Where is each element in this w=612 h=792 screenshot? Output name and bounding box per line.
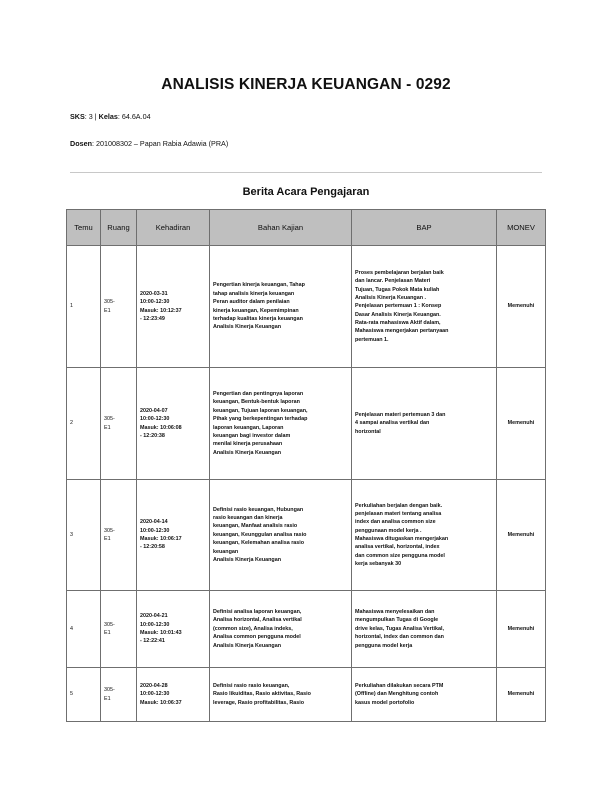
cell-ruang-line: 305- [104,687,115,694]
cell-temu: 3 [67,480,101,591]
cell-bap-line: Penjelasan materi pertemuan 3 dan [355,411,446,418]
cell-kehadiran [137,668,210,722]
sks-label: SKS [70,112,85,121]
cell-bap-line: Dasar Analisis Kinerja Keuangan. [355,311,441,318]
cell-bahan-kajian-line: keuangan bagi investor dalam [213,432,291,439]
header-bahan-kajian: Bahan Kajian [210,210,352,246]
cell-bap [352,480,497,591]
lecturer-meta-line [70,139,228,148]
document-title: ANALISIS KINERJA KEUANGAN - 0292 [161,76,451,93]
cell-bahan-kajian-line: Definisi rasio rasio keuangan, [213,682,290,689]
cell-temu: 1 [67,246,101,368]
cell-bap [352,668,497,722]
dosen-label: Dosen [70,139,92,148]
cell-bahan-kajian [210,368,352,480]
cell-temu: 2 [67,368,101,480]
table-row [67,246,546,368]
cell-kehadiran [137,246,210,368]
cell-bahan-kajian-line: Pengertian dan pentingnya laporan [213,391,304,397]
cell-bahan-kajian-line: Pihak yang berkepentingan terhadap [213,416,308,423]
cell-bahan-kajian-line: keuangan, Kelemahan analisa rasio [213,540,305,547]
cell-ruang-line: 305- [104,416,115,423]
cell-kehadiran-line: Masuk: 10:06:08 [140,424,182,431]
cell-bahan-kajian-line: keuangan [213,548,239,555]
cell-bap-line: dan lancar. Penjelasan Materi [355,278,431,285]
cell-bahan-kajian-line: Pengertian kinerja keuangan, Tahap [213,282,305,289]
cell-kehadiran [137,480,210,591]
cell-bap-line: dan common size pengguna model [355,552,445,559]
cell-bap-line: kerja sebanyak 30 [355,561,402,568]
cell-bahan-kajian-line: Analisis Kinerja Keuangan [213,642,282,649]
cell-kehadiran-line: 2020-03-31 [140,290,168,297]
cell-ruang-line: 305- [104,527,115,534]
cell-bap-line: Mahasiswa mengerjakan pertanyaan [355,328,449,335]
cell-bahan-kajian-line: keuangan, Keunggulan analisa rasio [213,531,307,538]
cell-monev: Memenuhi [497,246,546,368]
cell-kehadiran-line: - 12:23:49 [140,315,165,322]
cell-bap-line: Mahasiswa ditugaskan mengerjakan [355,536,449,542]
cell-bap-line: kasus model portofolio [355,699,415,706]
cell-bap-line: Perkuliahan dilakukan secara PTM [355,682,444,689]
cell-bahan-kajian-line: kinerja keuangan, Kepemimpinan [213,307,299,314]
cell-bahan-kajian-line: Analisa horizontal, Analisa vertikal [213,617,302,624]
cell-kehadiran [137,591,210,668]
header-ruang: Ruang [101,210,137,246]
sks-value: : 3 | [84,112,99,121]
cell-bap-line: Tujuan, Tugas Pokok Mata kuliah [355,286,440,293]
cell-kehadiran-line: 2020-04-21 [140,613,168,620]
cell-kehadiran-line: 2020-04-07 [140,407,168,414]
cell-bahan-kajian-line: Definisi rasio keuangan, Hubungan [213,506,304,513]
cell-bahan-kajian-line: keuangan, Manfaat analisis rasio [213,523,298,530]
cell-kehadiran-line: - 12:20:38 [140,432,165,439]
cell-bap-line: penjelasan materi tentang analisa [355,510,442,517]
cell-bap-line: pertemuan 1. [355,336,389,343]
kelas-label: Kelas [98,112,118,121]
cell-bahan-kajian-line: laporan keuangan, Laporan [213,424,284,431]
cell-ruang-line: E1 [104,424,111,431]
cell-bahan-kajian [210,480,352,591]
cell-kehadiran-line: 10:00-12:30 [140,527,170,534]
cell-bahan-kajian-line: Definisi analisa laporan keuangan, [213,609,302,616]
dosen-value: : 201008302 – Papan Rabia Adawia (PRA) [91,139,229,148]
cell-monev: Memenuhi [497,591,546,668]
header-temu: Temu [67,210,101,246]
cell-bap-line: horizontal [355,428,381,435]
cell-monev: Memenuhi [497,668,546,722]
cell-kehadiran-line: Masuk: 10:06:17 [140,536,182,542]
cell-bap-line: Rata-rata mahasiswa Aktif dalam, [355,320,441,327]
cell-bahan-kajian [210,668,352,722]
table-row [67,591,546,668]
cell-temu: 5 [67,668,101,722]
section-divider [70,172,542,173]
header-kehadiran: Kehadiran [137,210,210,246]
cell-bahan-kajian [210,246,352,368]
cell-bap-line: 4 sampai analisa vertikal dan [355,420,430,427]
teaching-record-table [66,209,546,722]
cell-kehadiran-line: 2020-04-28 [140,682,168,689]
cell-bap [352,246,497,368]
cell-ruang [101,368,137,480]
cell-bahan-kajian-line: Analisis Kinerja Keuangan [213,556,282,563]
cell-bap-line: index dan analisa common size [355,519,436,526]
cell-ruang [101,480,137,591]
section-title: Berita Acara Pengajaran [242,186,370,198]
table-header-row [67,210,546,246]
cell-bap-line: Penjelasan pertemuan 1 : Konsep [355,303,442,310]
cell-bap-line: horizontal, index dan common dan [355,634,444,641]
cell-bahan-kajian-line: (common size), Analisa indeks, [213,625,293,632]
cell-bahan-kajian-line: Analisis Kinerja Keuangan [213,449,282,456]
cell-bap-line: drive kelas, Tugas Analisa Vertikal, [355,625,444,632]
table-row [67,368,546,480]
cell-bahan-kajian-line: Peran auditor dalam penilaian [213,299,290,306]
cell-kehadiran-line: Masuk: 10:06:37 [140,699,182,706]
cell-bahan-kajian-line: Analisis Kinerja Keuangan [213,324,282,331]
cell-kehadiran-line: Masuk: 10:12:37 [140,307,182,314]
cell-bahan-kajian-line: menilai kinerja perusahaan [213,441,283,448]
cell-bahan-kajian-line: terhadap kualitas kinerja keuangan [213,315,303,322]
cell-bahan-kajian-line: keuangan, Tujuan laporan keuangan, [213,407,308,414]
cell-monev: Memenuhi [497,368,546,480]
cell-kehadiran-line: Masuk: 10:01:43 [140,630,182,636]
table-row [67,480,546,591]
course-meta-line [70,112,151,121]
cell-bahan-kajian-line: Rasio likuiditas, Rasio aktivitas, Rasio [213,691,311,698]
cell-kehadiran-line: - 12:20:58 [140,544,165,551]
cell-bahan-kajian-line: keuangan, Bentuk-bentuk laporan [213,399,300,406]
cell-ruang-line: E1 [104,536,111,542]
cell-kehadiran-line: 10:00-12:30 [140,621,170,628]
cell-bap-line: Proses pembelajaran berjalan baik [355,269,444,276]
cell-bahan-kajian-line: rasio keuangan dan kinerja [213,515,283,522]
cell-ruang-line: E1 [104,630,111,636]
cell-bahan-kajian-line: Analisa common pengguna model [213,634,301,641]
cell-ruang-line: 305- [104,621,115,628]
cell-kehadiran-line: 10:00-12:30 [140,691,170,698]
cell-bap-line: pengguna model kerja [355,642,413,649]
cell-kehadiran-line: 10:00-12:30 [140,299,170,306]
table-row [67,668,546,722]
cell-bap-line: (Offline) dan Menghitung contoh [355,691,439,698]
cell-bahan-kajian [210,591,352,668]
cell-bahan-kajian-line: leverage, Rasio profitabilitas, Rasio [213,699,305,706]
cell-bap [352,591,497,668]
cell-kehadiran-line: 2020-04-14 [140,519,168,526]
cell-temu: 4 [67,591,101,668]
cell-ruang [101,668,137,722]
cell-ruang [101,591,137,668]
kelas-value: : 64.6A.04 [117,112,151,121]
cell-ruang-line: E1 [104,307,111,314]
cell-bap-line: mengumpulkan Tugas di Google [355,617,439,624]
cell-bap-line: Perkuliahan berjalan dengan baik. [355,502,443,509]
cell-ruang-line: 305- [104,299,115,306]
cell-bap-line: penggunaan model kerja . [355,527,422,534]
cell-bap-line: Analisis Kinerja Keuangan . [355,294,426,301]
cell-monev: Memenuhi [497,480,546,591]
cell-kehadiran-line: 10:00-12:30 [140,416,170,423]
cell-bap [352,368,497,480]
cell-ruang-line: E1 [104,695,111,702]
cell-kehadiran-line: - 12:22:41 [140,638,165,645]
cell-ruang [101,246,137,368]
header-monev: MONEV [497,210,546,246]
header-bap: BAP [352,210,497,246]
cell-bap-line: analisa vertikal, horizontal, index [355,544,440,551]
cell-bahan-kajian-line: tahap analisis kinerja keuangan [213,290,295,297]
cell-bap-line: Mahasiswa menyelesaikan dan [355,609,435,616]
cell-kehadiran [137,368,210,480]
